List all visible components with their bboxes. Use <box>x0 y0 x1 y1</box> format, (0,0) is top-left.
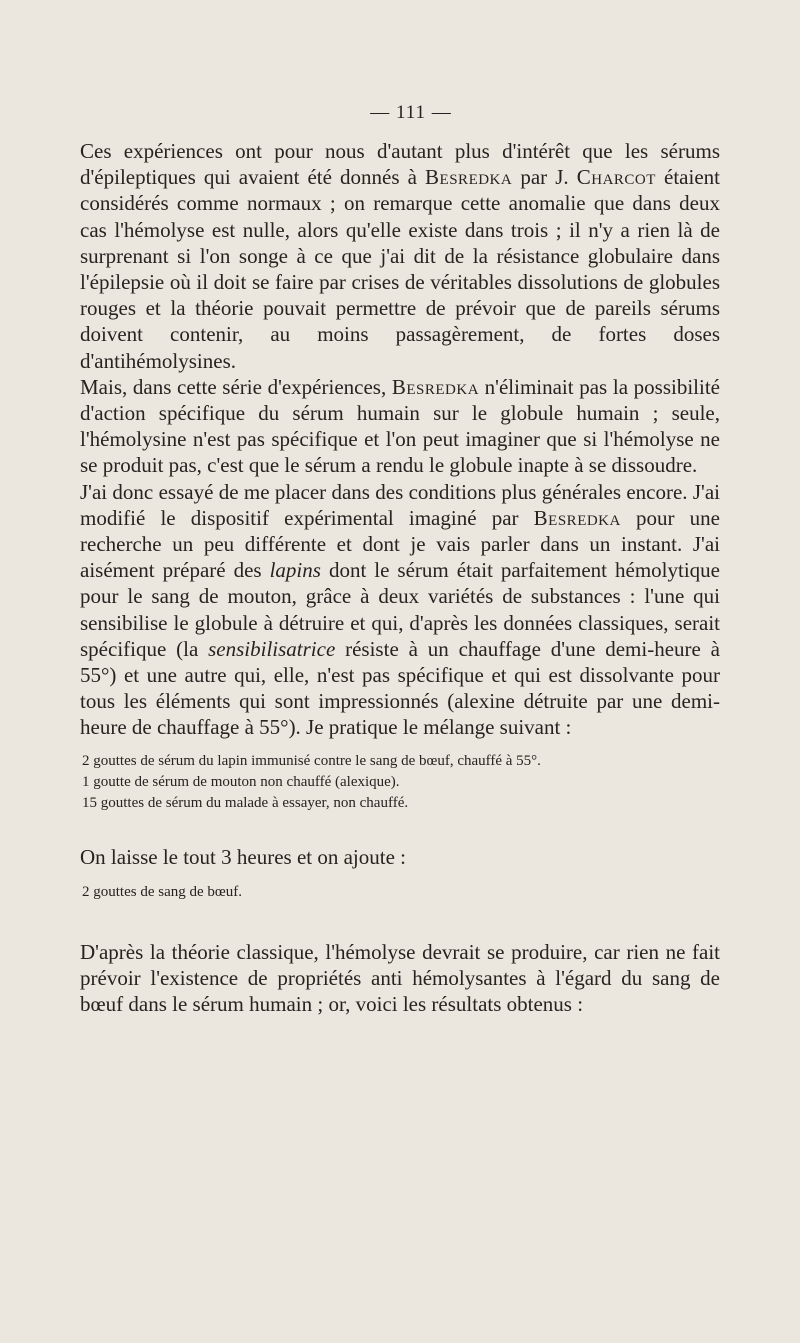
paragraph-3-text-c: dont le sérum était parfaitement hémolytique pour le sang de mouton, grâce à deux variétés de substances : l'une qui sensibilise le globule à détruire et qui, d'après les données classiques, serait spécifique (la <box>80 558 720 661</box>
paragraph-1-text-b: par J. <box>512 165 577 190</box>
paragraph-2-text-a: Mais, dans cette série d'expériences, <box>80 374 392 399</box>
recipe-line: 2 gouttes de sérum du lapin immunisé contre le sang de bœuf, chauffé à 55°. <box>82 752 541 769</box>
recipe-line: 1 goutte de sérum de mouton non chauffé (alexique). <box>82 773 400 790</box>
mixture-recipe <box>80 751 720 814</box>
author-name-charcot: Charcot <box>576 165 656 190</box>
paragraph-3-text-b: pour une recherche un peu différente et dont je vais parler dans un instant. J'ai aisément préparé des <box>80 505 720 583</box>
recipe-line: 15 gouttes de sérum du malade à essayer, non chauffé. <box>82 794 409 811</box>
author-name-besredka: Besredka <box>425 165 513 190</box>
addition-recipe: 2 gouttes de sang de bœuf. <box>82 883 242 900</box>
paragraph-1 <box>80 138 720 374</box>
emphasis-sensibilisatrice: sensibilisatrice <box>208 636 336 661</box>
paragraph-3-text-a: J'ai donc essayé de me placer dans des conditions plus générales encore. J'ai modifié le dispositif expérimental imaginé par <box>80 479 720 530</box>
paragraph-4: D'après la théorie classique, l'hémolyse devrait se produire, car rien ne fait prévoir l'existence de propriétés anti hémolysantes à l'égard du sang de bœuf dans le sérum humain ; or, voici les résultats obtenus : <box>80 939 720 1017</box>
paragraph-2 <box>80 374 720 479</box>
page-number: — 111 — <box>370 102 452 123</box>
spacer <box>80 903 720 939</box>
emphasis-lapins: lapins <box>269 558 321 583</box>
main-text <box>80 138 720 741</box>
procedure-note: On laisse le tout 3 heures et on ajoute : <box>80 844 407 869</box>
author-name-besredka: Besredka <box>533 505 621 530</box>
paragraph-3-text-d: résiste à un chauffage d'une demi-heure à 55°) et une autre qui, elle, n'est pas spécifique et qui est dissolvante pour tous les éléments qui sont impressionnés (alexine détruite par une demi-heure de chauffage à 55°). Je pratique le mélange suivant : <box>80 636 720 740</box>
paragraph-1-text-a: Ces expériences ont pour nous d'autant plus d'intérêt que les sérums d'épileptiques qui avaient été donnés à <box>80 139 720 190</box>
spacer <box>80 814 720 844</box>
author-name-besredka: Besredka <box>391 374 480 399</box>
paragraph-3 <box>80 479 720 741</box>
paragraph-1-text-c: étaient considérés comme normaux ; on remarque cette anomalie que dans deux cas l'hémolyse est nulle, alors qu'elle existe dans trois ; il n'y a rien là de surprenant si l'on songe à ce que j'ai dit de la résistance globulaire dans l'épilepsie où il doit se faire par crises de véritables dissolutions de globules rouges et la théorie pouvait permettre de prévoir que de pareils sérums doivent contenir, au moins passagèrement, de fortes doses d'antihémolysines. <box>80 165 720 373</box>
paragraph-2-text-b: n'éliminait pas la possibilité d'action spécifique du sérum humain sur le globule humain ; seule, l'hémolysine n'est pas spécifique et l'on peut imaginer que si l'hémolyse ne se produit pas, c'est que le sérum a rendu le globule inapte à se dissoudre. <box>80 374 720 478</box>
closing-text <box>80 939 720 1018</box>
